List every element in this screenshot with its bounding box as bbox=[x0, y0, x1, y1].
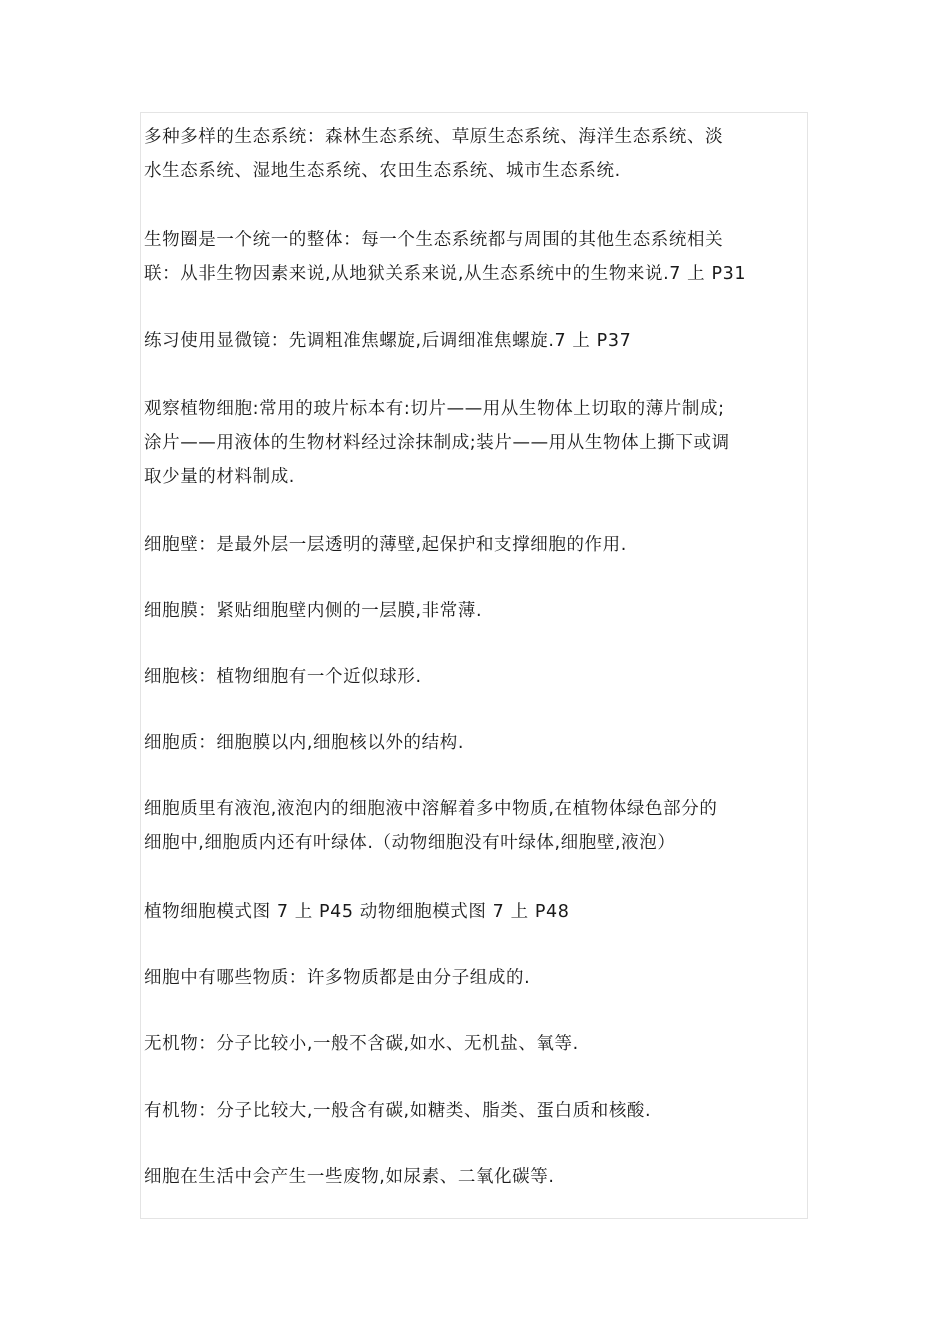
paragraph-waste bbox=[144, 1160, 808, 1194]
text-line: 取少量的材料制成. bbox=[144, 467, 295, 487]
text-line: 联：从非生物因素来说,从地狱关系来说,从生态系统中的生物来说.7 上 P31 bbox=[144, 264, 747, 284]
paragraph-vacuole bbox=[144, 792, 808, 860]
paragraph-plant-cell-observation bbox=[144, 392, 808, 494]
text-line: 细胞中,细胞质内还有叶绿体.（动物细胞没有叶绿体,细胞壁,液泡） bbox=[144, 833, 676, 853]
paragraph-cell-diagrams bbox=[144, 895, 808, 929]
text-line: 细胞在生活中会产生一些废物,如尿素、二氧化碳等. bbox=[144, 1167, 555, 1187]
text-line: 水生态系统、湿地生态系统、农田生态系统、城市生态系统. bbox=[144, 161, 621, 181]
text-line: 细胞中有哪些物质：许多物质都是由分子组成的. bbox=[144, 968, 531, 988]
paragraph-cell-wall bbox=[144, 528, 808, 562]
paragraph-microscope bbox=[144, 324, 808, 358]
text-line: 有机物：分子比较大,一般含有碳,如糖类、脂类、蛋白质和核酸. bbox=[144, 1101, 652, 1121]
paragraph-biosphere bbox=[144, 223, 808, 291]
text-line: 涂片——用液体的生物材料经过涂抹制成;装片——用从生物体上撕下或调 bbox=[144, 433, 730, 453]
text-line: 细胞质：细胞膜以内,细胞核以外的结构. bbox=[144, 733, 465, 753]
paragraph-nucleus bbox=[144, 660, 808, 694]
text-line: 无机物：分子比较小,一般不含碳,如水、无机盐、氧等. bbox=[144, 1034, 579, 1054]
text-line: 生物圈是一个统一的整体：每一个生态系统都与周围的其他生态系统相关 bbox=[144, 230, 724, 250]
paragraph-cell-membrane bbox=[144, 594, 808, 628]
text-line: 细胞壁：是最外层一层透明的薄壁,起保护和支撑细胞的作用. bbox=[144, 535, 627, 555]
paragraph-inorganic bbox=[144, 1027, 808, 1061]
paragraph-cytoplasm bbox=[144, 726, 808, 760]
text-line: 细胞膜：紧贴细胞壁内侧的一层膜,非常薄. bbox=[144, 601, 483, 621]
paragraph-organic bbox=[144, 1094, 808, 1128]
text-line: 观察植物细胞:常用的玻片标本有:切片——用从生物体上切取的薄片制成; bbox=[144, 399, 725, 419]
text-line: 练习使用显微镜：先调粗准焦螺旋,后调细准焦螺旋.7 上 P37 bbox=[144, 331, 632, 351]
text-line: 植物细胞模式图 7 上 P45 动物细胞模式图 7 上 P48 bbox=[144, 902, 570, 922]
paragraph-ecosystems bbox=[144, 120, 808, 188]
text-line: 细胞核：植物细胞有一个近似球形. bbox=[144, 667, 422, 687]
paragraph-cell-substances bbox=[144, 961, 808, 995]
text-line: 细胞质里有液泡,液泡内的细胞液中溶解着多中物质,在植物体绿色部分的 bbox=[144, 799, 718, 819]
text-line: 多种多样的生态系统：森林生态系统、草原生态系统、海洋生态系统、淡 bbox=[144, 127, 724, 147]
